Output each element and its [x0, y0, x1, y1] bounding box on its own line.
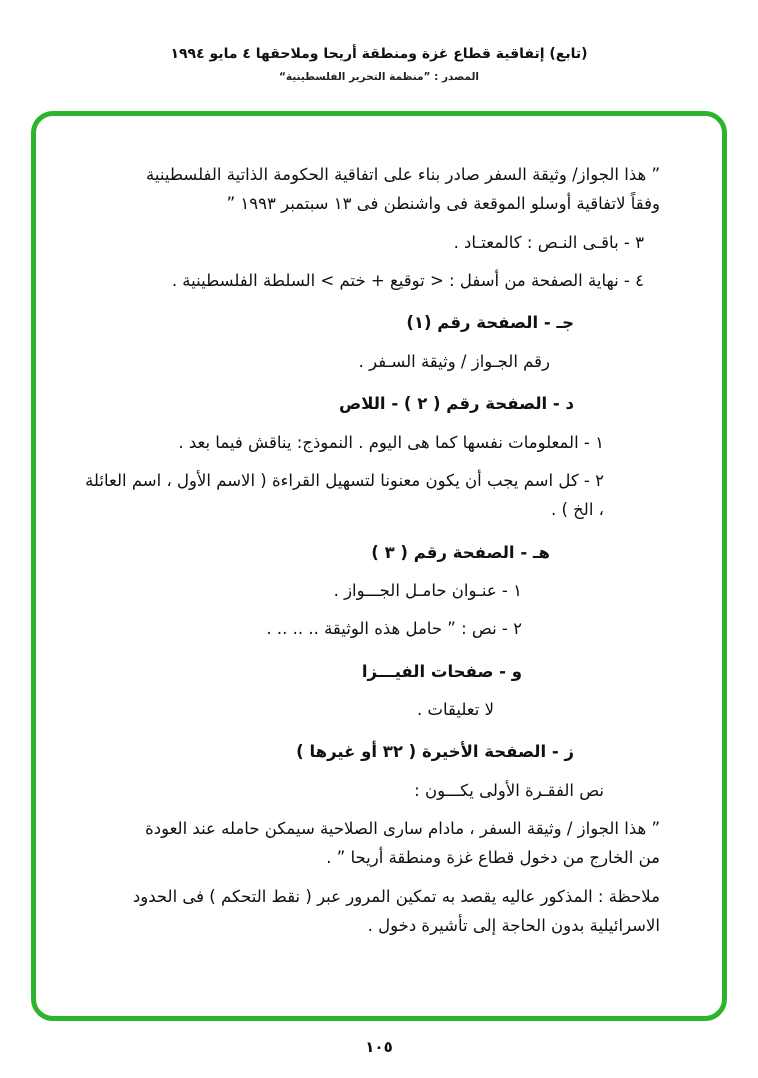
paragraph-no-comments: لا تعليقات . — [416, 700, 494, 720]
sub-item-info: ١ - المعلومات نفسها كما هى اليوم . النموذج: يناقش فيما بعد . — [178, 432, 604, 452]
content-frame — [31, 111, 727, 1021]
paragraph-first-clause-intro: نص الفقـرة الأولى يكـــون : — [414, 780, 604, 800]
document-source: المصدر : ”منظمة التحرير الفلسطينية“ — [278, 71, 479, 83]
paragraph-intro-quote: ” هذا الجواز/ وثيقة السفر صادر بناء على اتفاقية الحكومة الذاتية الفلسطينية وفقاً لاتفاقية أوسلو الموقعة فى واشنطن فى ١٣ سبتمبر ١٩٩٣ ” — [146, 165, 660, 214]
section-heading-visa-pages: و - صفحات الفيـــزا — [361, 661, 522, 681]
document-header — [0, 46, 758, 83]
section-heading-last-page: ز - الصفحة الأخيرة ( ٣٢ أو غيرها ) — [296, 742, 574, 762]
page-number: ١٠٥ — [365, 1038, 393, 1056]
document-title: (تابع) إتفاقية قطاع غزة ومنطقة أريحا وملاحقها ٤ مايو ١٩٩٤ — [170, 46, 588, 62]
sub-item-holder-text: ٢ - نص : ” حامل هذه الوثيقة .. .. .. . — [266, 619, 522, 639]
document-body — [36, 116, 722, 1016]
list-item-4: ٤ - نهاية الصفحة من أسفل : < توقيع + ختم > السلطة الفلسطينية . — [171, 271, 644, 291]
section-heading-page-1: جـ - الصفحة رقم (١) — [406, 313, 574, 333]
sub-item-name-labels: ٢ - كل اسم يجب أن يكون معنونا لتسهيل القراءة ( الاسم الأول ، اسم العائلة ، الخ ) . — [85, 470, 604, 520]
sub-item-holder-address: ١ - عنـوان حامـل الجـــواز . — [333, 580, 522, 600]
paragraph-note: ملاحظة : المذكور عاليه يقصد به تمكين المرور عبر ( نقط التحكم ) فى الحدود الاسرائيلية بدون الحاجة إلى تأشيرة دخول . — [132, 886, 660, 936]
paragraph-closing-quote: ” هذا الجواز / وثيقة السفر ، مادام سارى الصلاحية سيمكن حامله عند العودة من الخارج من دخول قطاع غزة ومنطقة أريحا ” . — [145, 819, 660, 868]
section-heading-page-2: د - الصفحة رقم ( ٢ ) - اللاص — [339, 394, 574, 414]
list-item-3: ٣ - باقـى النـص : كالمعتـاد . — [453, 232, 644, 252]
paragraph-passport-number: رقم الجـواز / وثيقة السـفر . — [358, 351, 550, 371]
section-heading-page-3: هـ - الصفحة رقم ( ٣ ) — [371, 542, 550, 562]
